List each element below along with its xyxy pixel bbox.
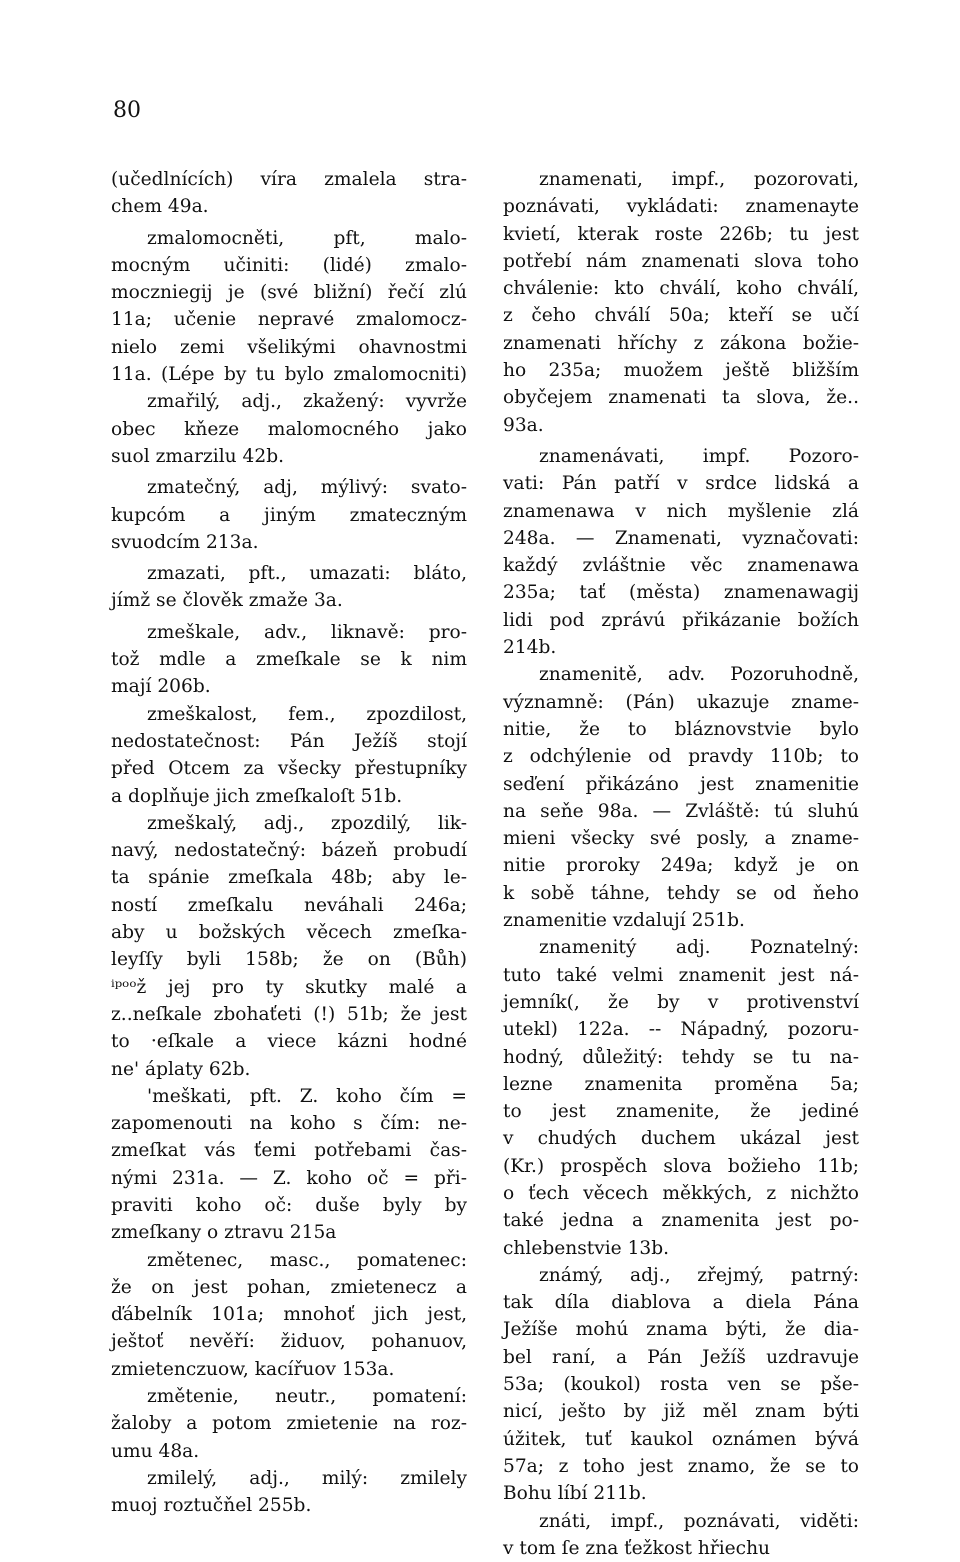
text-line: že on jest pohan, zmietenecz a <box>111 1276 467 1298</box>
entry-headword-line: zmařilý, adj., zkažený: vyvrže <box>147 391 467 413</box>
text-line: vati: Pán patří v srdce lidská a <box>503 473 859 495</box>
entry-headword-line: znáti, impf., poznávati, viděti: <box>539 1510 859 1532</box>
text-line: a doplňuje jich zmeſkaloſt 51b. <box>111 785 403 807</box>
text-line: 93a. <box>503 414 544 436</box>
text-line: znamenati hříchy z zákona božie- <box>503 332 859 354</box>
page-number: 80 <box>113 98 141 123</box>
text-line: o ťech věcech měkkých, z nichžto <box>503 1182 859 1204</box>
text-line: ďábelník 101a; mnohoť jich jest, <box>111 1304 467 1326</box>
text-line: jemník(, že by v protivenství <box>503 991 859 1013</box>
text-line: (Kr.) prospěch slova božieho 11b; <box>503 1155 859 1177</box>
text-line: praviti koho oč: duše byly by <box>111 1194 467 1216</box>
text-line: 11a. (Lépe by tu bylo zmalomocniti) <box>111 364 467 386</box>
text-line: bel raní, a Pán Ježíš uzdravuje <box>503 1346 859 1368</box>
text-line: nitie, že to bláznovstvie bylo <box>503 718 859 740</box>
text-line: lidi pod zprávú přikázanie božích <box>503 609 859 631</box>
text-line: navý, nedostatečný: bázeň probudí <box>111 840 467 862</box>
entry-headword-line: známý, adj., zřejmý, patrný: <box>539 1264 859 1286</box>
text-line: nedostatečnost: Pán Ježíš stojí <box>111 730 467 752</box>
text-line: mocným učiniti: (lidé) zmalo- <box>111 254 467 276</box>
text-line: jímž se člověk zmaže 3a. <box>111 590 343 612</box>
text-line: 53a; (koukol) rosta ven se pše- <box>503 1374 859 1396</box>
entry-headword-line: zmilelý, adj., milý: zmilely <box>147 1467 467 1489</box>
text-line: to jest znamenite, že jediné <box>503 1101 859 1123</box>
text-line: ne' áplaty 62b. <box>111 1058 251 1080</box>
text-line: chlebenstvie 13b. <box>503 1237 670 1259</box>
text-line: (učedlnících) víra zmalela stra- <box>111 169 467 190</box>
text-line: muoj roztučňel 255b. <box>111 1495 312 1517</box>
entry-headword-line: zmeškalost, fem., zpozdilost, <box>147 703 467 725</box>
entry-headword-line: 'meškati, pft. Z. koho čím = <box>147 1085 467 1107</box>
text-line: 11a; učenie nepravé zmalomocz- <box>111 309 467 331</box>
text-line: zmeſkat vás ťemi potřebami čas- <box>111 1140 467 1162</box>
text-line: kvietí, kterak roste 226b; tu jest <box>503 223 859 245</box>
text-line: významně: (Pán) ukazuje zname- <box>503 691 859 713</box>
entry-headword-line: změtenie, neutr., pomatení: <box>147 1386 467 1408</box>
right-column <box>503 166 859 1562</box>
text-line: ností zmeſkalu neváhali 246a; <box>111 894 467 916</box>
entry-headword-line: znamenávati, impf. Pozoro- <box>539 445 859 467</box>
text-line: umu 48a. <box>111 1440 200 1462</box>
text-line: 235a; tať (města) znamenawagij <box>503 582 859 604</box>
text-line: zapomenouti na koho s čím: ne- <box>111 1113 467 1135</box>
text-line: seďení přikázáno jest znamenitie <box>503 773 859 795</box>
text-line: nitie proroky 249a; když je on <box>503 855 859 877</box>
entry-headword-line: zmalomocněti, pft, malo- <box>147 227 467 249</box>
text-line: z..neſkale zbohaťeti (!) 51b; že jest <box>111 1003 467 1025</box>
entry-headword-line: znamenitý adj. Poznatelný: <box>539 937 859 959</box>
text-line: obec kňeze malomocného jako <box>111 418 467 440</box>
text-line: každý zvláštnie věc znamenawa <box>503 555 859 577</box>
text-line: z odchýlenie od pravdy 110b; to <box>503 746 859 768</box>
text-line: k sobě táhne, tehdy se od ňeho <box>503 882 859 904</box>
text-line: nicí, ješto by již měl znam býti <box>503 1401 859 1423</box>
text-line: nými 231a. — Z. koho oč = při- <box>111 1167 467 1189</box>
text-line: 248a. — Znamenati, vyznačovati: <box>503 527 859 549</box>
text-line: 57a; z toho jest znamo, že se to <box>503 1455 859 1477</box>
left-column <box>111 166 467 1520</box>
text-line: v tom ſe zna ťežkost hřiechu <box>503 1537 771 1559</box>
text-line: Bohu líbí 211b. <box>503 1483 647 1505</box>
text-line: žaloby a potom zmietenie na roz- <box>111 1413 467 1435</box>
text-line: to ·eſkale a viece kázni hodné <box>111 1031 467 1053</box>
entry-headword-line: zmeškalý, adj., zpozdilý, lik- <box>147 812 467 834</box>
text-line: také jedna a znamenita jest po- <box>503 1210 859 1232</box>
text-line: zmietenczuow, kacířuov 153a. <box>111 1358 395 1380</box>
text-line: na seňe 98a. — Zvláště: tú sluhú <box>503 800 859 822</box>
text-line: lezne znamenita proměna 5a; <box>503 1073 859 1095</box>
text-line: moczniegij je (své bližní) řečí zlú <box>111 282 467 304</box>
text-line: úžitek, tuť kaukol oznámen bývá <box>503 1428 859 1450</box>
text-line: Ježíše mohú znama býti, že dia- <box>503 1319 859 1341</box>
text-line: poznávati, vykládati: znamenayte <box>503 196 859 218</box>
text-line: tak díla diablova a diela Pána <box>503 1292 859 1314</box>
entry-headword-line: zmeškale, adv., liknavě: pro- <box>147 621 467 643</box>
text-line: zmeſkany o ztravu 215a <box>111 1222 337 1244</box>
entry-headword-line: zmazati, pft., umazati: bláto, <box>147 563 467 585</box>
entry-headword-line: znamenitě, adv. Pozoruhodně, <box>539 664 859 686</box>
text-line: potřebí nám znamenati slova toho <box>503 250 859 272</box>
text-line: aby u božských věcech zmeſka- <box>111 922 467 944</box>
text-line: ho 235a; muožem ještě bližším <box>503 360 859 382</box>
text-line: chem 49a. <box>111 196 209 218</box>
text-line: znamenitie vzdalují 251b. <box>503 910 745 932</box>
text-line: leyſſy byli 158b; že on (Bůh) <box>111 949 467 971</box>
text-line: nielo zemi všelikými ohavnostmi <box>111 336 467 358</box>
text-line: mají 206b. <box>111 676 211 698</box>
text-line: obyčejem znamenati ta slova, že.. <box>503 387 859 409</box>
text-line: z čeho chválí 50a; kteří se učí <box>503 305 859 327</box>
text-line: ⁱᵖᵒᵒž jej pro ty skutky malé a <box>111 976 467 998</box>
entry-headword-line: změtenec, masc., pomatenec: <box>147 1249 467 1271</box>
text-line: utekl) 122a. -- Nápadný, pozoru- <box>503 1019 859 1041</box>
text-line: suol zmarzilu 42b. <box>111 445 285 467</box>
text-line: znamenawa v nich myšlenie zlá <box>503 500 859 522</box>
entry-headword-line: zmatečný, adj, mýlivý: svato- <box>147 477 467 499</box>
text-line: v chudých duchem ukázal jest <box>503 1128 859 1150</box>
text-line: ještoť nevěří: židuov, pohanuov, <box>111 1331 467 1353</box>
text-line: tož mdle a zmeſkale se k nim <box>111 649 467 671</box>
text-line: kupcóm a jiným zmateczným <box>111 504 467 526</box>
text-line: tuto také velmi znamenit jest ná- <box>503 964 859 986</box>
text-line: hodný, důležitý: tehdy se tu na- <box>503 1046 859 1068</box>
text-line: chválenie: kto chválí, koho chválí, <box>503 278 859 300</box>
text-line: 214b. <box>503 637 557 659</box>
text-line: mieni všecky své posly, a zname- <box>503 828 859 850</box>
text-line: před Otcem za všecky přestupníky <box>111 758 467 780</box>
text-line: ta spánie zmeſkala 48b; aby le- <box>111 867 467 889</box>
entry-headword-line: znamenati, impf., pozorovati, <box>539 169 859 190</box>
text-line: svuodcím 213a. <box>111 531 259 553</box>
